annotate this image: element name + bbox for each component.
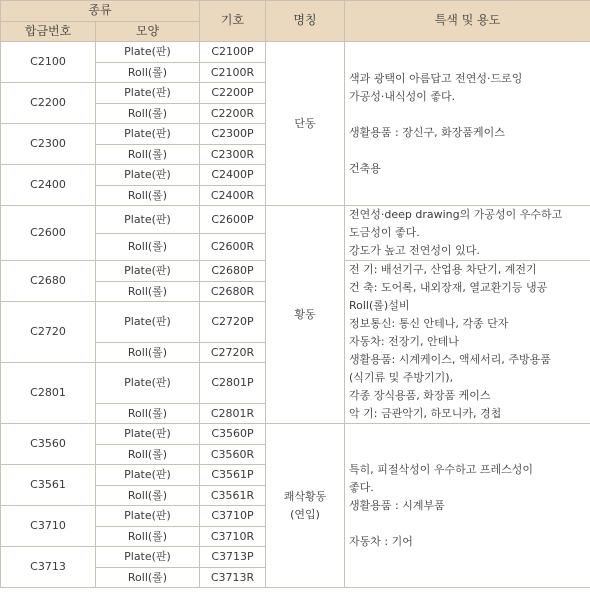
shape-roll: Roll(롤) (96, 444, 200, 465)
usage-line: (식기류 및 주방기기), (349, 371, 454, 384)
alloy-number: C3561 (1, 465, 96, 506)
usage-line: 좋다. (349, 480, 374, 494)
alloy-number: C3560 (1, 424, 96, 465)
shape-roll: Roll(롤) (96, 403, 200, 424)
shape-plate: Plate(판) (96, 465, 200, 486)
shape-roll: Roll(롤) (96, 103, 200, 124)
usage-line: 각종 장식용품, 화장품 케이스 (349, 389, 491, 402)
usage-line: 색과 광택이 아름답고 전연성·드로잉 (349, 71, 523, 85)
group-name-line: 쾌삭황동 (283, 489, 327, 503)
symbol-plate: C2680P (200, 261, 266, 282)
shape-plate: Plate(판) (96, 124, 200, 145)
alloy-number: C2720 (1, 302, 96, 363)
shape-roll: Roll(롤) (96, 281, 200, 302)
table-row (1, 206, 590, 234)
symbol-plate: C3713P (200, 547, 266, 568)
usage-line: 생활용품 : 장신구, 화장품케이스 (349, 125, 505, 139)
usage-line: 자동차: 전장기, 안테나 (349, 335, 459, 348)
symbol-plate: C2300P (200, 124, 266, 145)
alloy-number: C2801 (1, 363, 96, 424)
group-name (266, 206, 345, 424)
symbol-plate: C2200P (200, 83, 266, 104)
symbol-plate: C2400P (200, 165, 266, 186)
shape-plate: Plate(판) (96, 83, 200, 104)
symbol-roll: C2600R (200, 233, 266, 261)
shape-plate: Plate(판) (96, 547, 200, 568)
symbol-roll: C2200R (200, 103, 266, 124)
header-group: 종류 (1, 1, 200, 22)
symbol-roll: C2100R (200, 62, 266, 83)
table-row (1, 424, 590, 445)
usage-description (345, 424, 590, 588)
symbol-roll: C3710R (200, 526, 266, 547)
symbol-plate: C2100P (200, 42, 266, 63)
usage-line: 자동차 : 기어 (349, 534, 413, 548)
symbol-plate: C2600P (200, 206, 266, 234)
blank-line (349, 106, 590, 124)
shape-plate: Plate(판) (96, 506, 200, 527)
shape-plate: Plate(판) (96, 363, 200, 404)
group-name-line: 단동 (294, 116, 316, 130)
group-name (266, 424, 345, 588)
usage-line: 도금성이 좋다. (349, 226, 420, 239)
blank-line (349, 515, 590, 533)
alloy-number: C2200 (1, 83, 96, 124)
usage-line: 생활용품: 시계케이스, 액세서리, 주방용품 (349, 353, 551, 366)
shape-roll: Roll(롤) (96, 185, 200, 206)
group-name (266, 42, 345, 206)
shape-plate: Plate(판) (96, 261, 200, 282)
usage-line: 악 기: 금관악기, 하모니카, 경첩 (349, 407, 502, 420)
group-name-line: 황동 (294, 307, 316, 321)
alloy-number: C3710 (1, 506, 96, 547)
shape-roll: Roll(롤) (96, 526, 200, 547)
symbol-plate: C2801P (200, 363, 266, 404)
symbol-plate: C3560P (200, 424, 266, 445)
alloy-number: C2300 (1, 124, 96, 165)
usage-line: 특히, 피절삭성이 우수하고 프레스성이 (349, 462, 534, 476)
usage-description (345, 261, 590, 424)
symbol-roll: C2300R (200, 144, 266, 165)
shape-plate: Plate(판) (96, 206, 200, 234)
alloy-number: C2680 (1, 261, 96, 302)
shape-roll: Roll(롤) (96, 485, 200, 506)
symbol-roll: C3561R (200, 485, 266, 506)
symbol-roll: C2680R (200, 281, 266, 302)
symbol-plate: C3710P (200, 506, 266, 527)
usage-line: 정보통신: 통신 안테나, 각종 단자 (349, 317, 509, 330)
usage-line: Roll(롤)설비 (349, 299, 410, 312)
alloy-number: C3713 (1, 547, 96, 588)
shape-plate: Plate(판) (96, 302, 200, 343)
group-name-line: (연입) (290, 507, 320, 521)
shape-plate: Plate(판) (96, 424, 200, 445)
shape-roll: Roll(롤) (96, 233, 200, 261)
header-symbol: 기호 (200, 1, 266, 42)
usage-line: 가공성·내식성이 좋다. (349, 89, 456, 103)
symbol-plate: C2720P (200, 302, 266, 343)
alloy-number: C2100 (1, 42, 96, 83)
shape-roll: Roll(롤) (96, 62, 200, 83)
usage-line: 전 기: 배선기구, 산업용 차단기, 계전기 (349, 263, 537, 276)
blank-line (349, 142, 590, 160)
usage-line: 건 축: 도어록, 내외장재, 열교환기등 냉공 (349, 281, 548, 294)
shape-plate: Plate(판) (96, 42, 200, 63)
usage-line: 생활용품 : 시계부품 (349, 498, 445, 512)
alloy-number: C2400 (1, 165, 96, 206)
usage-line: 건축용 (349, 161, 381, 175)
header-usage: 특색 및 용도 (345, 1, 590, 42)
header-alloy: 합금번호 (1, 21, 96, 42)
shape-roll: Roll(롤) (96, 567, 200, 588)
header-shape: 모양 (96, 21, 200, 42)
usage-description (345, 206, 590, 261)
header-name: 명칭 (266, 1, 345, 42)
alloy-number: C2600 (1, 206, 96, 261)
shape-roll: Roll(롤) (96, 342, 200, 363)
usage-line: 전연성·deep drawing의 가공성이 우수하고 (349, 208, 563, 221)
symbol-roll: C3713R (200, 567, 266, 588)
symbol-roll: C2801R (200, 403, 266, 424)
table-body (1, 42, 590, 588)
shape-roll: Roll(롤) (96, 144, 200, 165)
usage-line: 강도가 높고 전연성이 있다. (349, 244, 480, 257)
table-row (1, 42, 590, 63)
symbol-roll: C2400R (200, 185, 266, 206)
symbol-roll: C3560R (200, 444, 266, 465)
shape-plate: Plate(판) (96, 165, 200, 186)
usage-description (345, 42, 590, 206)
symbol-roll: C2720R (200, 342, 266, 363)
symbol-plate: C3561P (200, 465, 266, 486)
